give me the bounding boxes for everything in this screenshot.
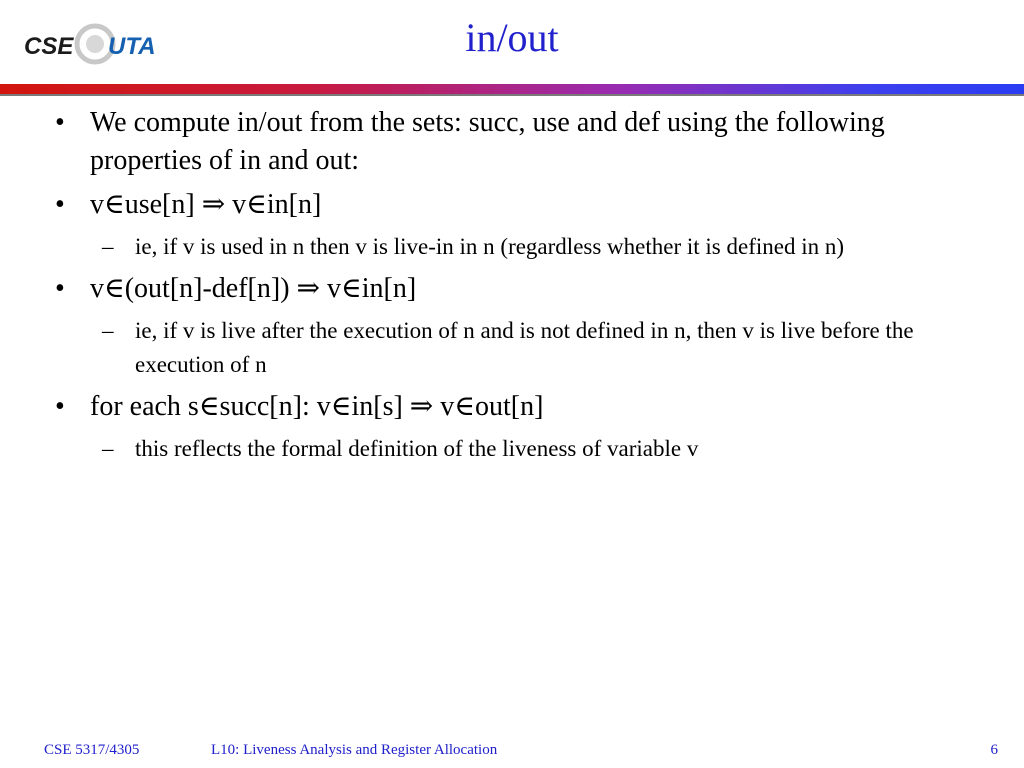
bullet-text: v∈(out[n]-def[n]) ⇒ v∈in[n] [90, 273, 417, 304]
footer-page-number: 6 [990, 742, 998, 758]
bullet-text: v∈use[n] ⇒ v∈in[n] [90, 189, 322, 220]
bullet-item [0, 104, 1024, 180]
bullet-item [0, 388, 1024, 426]
footer-lecture: L10: Liveness Analysis and Register Allocation [211, 742, 498, 758]
sub-bullet-item [0, 432, 1024, 466]
bullet-item [0, 186, 1024, 224]
sub-bullet-item [0, 230, 1024, 264]
footer-course: CSE 5317/4305 [44, 742, 140, 758]
bullet-item [0, 270, 1024, 308]
svg-text:UTA: UTA [108, 33, 156, 60]
sub-bullet-item [0, 314, 1024, 382]
slide-title: in/out [465, 15, 559, 60]
bullet-mark: • [55, 189, 65, 220]
sub-bullet-text: ie, if v is live after the execution of n and is not defined in n, then v is live before the execution of n [135, 318, 914, 377]
bullet-text: We compute in/out from the sets: succ, use and def using the following properties of in and out: [90, 107, 885, 176]
bullet-mark: • [55, 273, 65, 304]
sub-bullet-text: this reflects the formal definition of the liveness of variable v [135, 436, 699, 461]
sub-bullet-mark: – [102, 318, 114, 343]
sub-bullet-mark: – [102, 436, 114, 461]
bullet-mark: • [55, 391, 65, 422]
slide-body [0, 104, 1024, 472]
bullet-mark: • [55, 107, 65, 138]
sub-bullet-text: ie, if v is used in n then v is live-in in n (regardless whether it is defined in n) [135, 234, 845, 259]
bullet-text: for each s∈succ[n]: v∈in[s] ⇒ v∈out[n] [90, 391, 544, 422]
title-divider-shadow [0, 94, 1024, 96]
title-divider [0, 84, 1024, 94]
svg-text:CSE: CSE [24, 33, 74, 60]
sub-bullet-mark: – [102, 234, 114, 259]
